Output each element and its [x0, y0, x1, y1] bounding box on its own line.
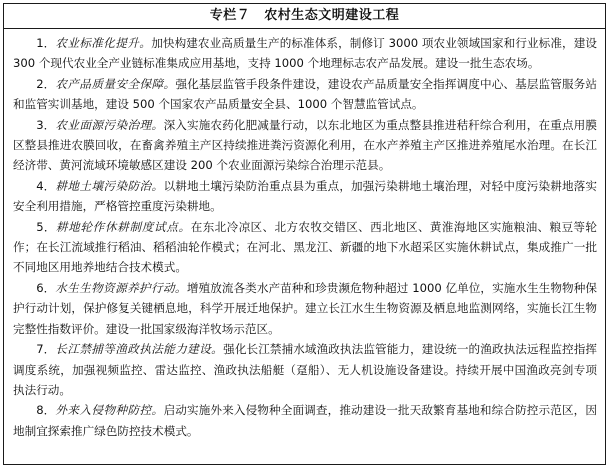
item-heading: 耕地土壤污染防治。 — [55, 178, 164, 193]
item-number: 6． — [36, 280, 56, 295]
list-item — [13, 176, 597, 217]
list-item — [13, 400, 597, 441]
box-title-label: 专栏７ — [209, 8, 251, 23]
sidebar-box — [3, 3, 606, 465]
item-body: 加快构建农业高质量生产的标准体系，制修订 3000 项农业领域国家和行业标准，建设 300 个现代农业全产业链标准集成应用基地，支持 1000 个地理标志农产品发展。建设一批生态农场。 — [13, 36, 597, 71]
item-number: 4． — [36, 178, 56, 193]
box-content — [4, 29, 605, 441]
item-body: 增殖放流各类水产苗种和珍贵濒危物种超过 1000 亿单位，实施水生生物物种保护行动计划，保护修复关键栖息地，科学开展迁地保护。建立长江水生生物资源及栖息地监测网络，实施长江生物完整性指数评价。建设一批国家级海洋牧场示范区。 — [13, 280, 597, 336]
list-item — [13, 339, 597, 400]
item-heading: 外来入侵物种防控。 — [55, 403, 164, 418]
item-heading: 农产品质量安全保障。 — [55, 76, 176, 91]
list-item — [13, 278, 597, 339]
item-heading: 农业面源污染治理。 — [55, 117, 164, 132]
item-body: 强化长江禁捕水域渔政执法监管能力，建设统一的渔政执法远程监控指挥调度系统，加强视频监控、雷达监控、渔政执法船艇（趸船）、无人机设施设备建设。持续开展中国渔政亮剑专项执法行动。 — [13, 342, 597, 397]
item-body: 以耕地土壤污染防治重点县为重点，加强污染耕地土壤治理，对轻中度污染耕地落实安全利用措施，严格管控重度污染耕地。 — [13, 178, 597, 214]
item-number: 1． — [36, 36, 56, 50]
box-title — [4, 4, 605, 29]
item-heading: 耕地轮作休耕制度试点。 — [55, 219, 191, 234]
list-item — [13, 33, 597, 74]
item-body: 在东北冷凉区、北方农牧交错区、西北地区、黄淮海地区实施粮油、粮豆等轮作；在长江流域推行稻油、稻稻油轮作模式；在河北、黑龙江、新疆的地下水超采区实施休耕试点，集成推广一批不同地区用地养地结合技术模式。 — [13, 219, 597, 275]
box-title-text: 农村生态文明建设工程 — [264, 8, 400, 23]
item-body: 深入实施农药化肥减量行动，以东北地区为重点整县推进秸秆综合利用，在重点用膜区整县推进农膜回收，在畜禽养殖主产区持续推进粪污资源化利用，在水产养殖主产区推进养殖尾水治理。在长江经济带、黄河流域环境敏感区建设 200 个农业面源污染综合治理示范县。 — [13, 117, 597, 173]
list-item — [13, 217, 597, 278]
item-number: 7． — [36, 342, 56, 357]
list-item — [13, 115, 597, 176]
item-body: 启动实施外来入侵物种全面调查，推动建设一批天敌繁育基地和综合防控示范区，因地制宜探索推广绿色防控技术模式。 — [13, 403, 597, 438]
item-body: 强化基层监管手段条件建设，建设农产品质量安全指挥调度中心、基层监管服务站和监管实训基地，建设 500 个国家农产品质量安全县、1000 个智慧监管试点。 — [13, 76, 597, 112]
item-number: 2． — [36, 76, 56, 91]
item-number: 5． — [36, 219, 56, 234]
list-item — [13, 74, 597, 115]
item-heading: 水生生物资源养护行动。 — [55, 280, 187, 295]
item-number: 3． — [36, 117, 56, 132]
item-heading: 长江禁捕等渔政执法能力建设。 — [55, 342, 224, 357]
item-number: 8． — [36, 403, 56, 418]
item-heading: 农业标准化提升。 — [55, 36, 152, 50]
